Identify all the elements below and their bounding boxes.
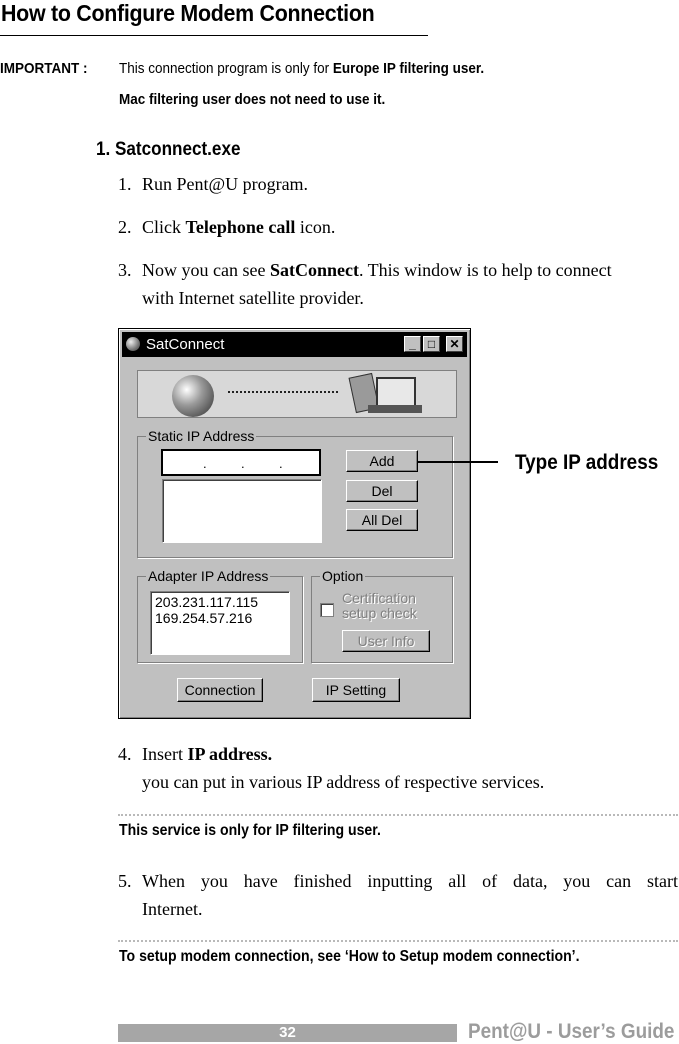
connection-button[interactable]: Connection bbox=[177, 678, 263, 702]
callout-label: Type IP address bbox=[515, 451, 659, 474]
page-number: 32 bbox=[279, 1024, 296, 1041]
ip-separator: . bbox=[279, 456, 283, 471]
page-heading: How to Configure Modem Connection bbox=[1, 0, 375, 26]
minimize-button[interactable]: _ bbox=[404, 336, 421, 352]
static-ip-list[interactable] bbox=[162, 479, 322, 543]
option-group bbox=[311, 568, 453, 663]
note-modem-setup: To setup modem connection, see ‘How to Setup modem connection’. bbox=[119, 948, 580, 965]
globe-icon bbox=[172, 375, 214, 417]
adapter-ip-list[interactable] bbox=[150, 591, 290, 655]
del-button[interactable]: Del bbox=[346, 480, 418, 502]
satellite-banner bbox=[137, 370, 457, 418]
adapter-ip-group-label: Adapter IP Address bbox=[148, 568, 269, 584]
step-2: 2. Click Telephone call icon. bbox=[118, 217, 336, 237]
ip-setting-button[interactable]: IP Setting bbox=[312, 678, 400, 702]
step-4: 4. Insert IP address. you can put in various IP address of respective services. bbox=[118, 744, 545, 792]
ip-separator: . bbox=[241, 456, 245, 471]
window-titlebar[interactable] bbox=[122, 332, 467, 357]
adapter-ip-group bbox=[137, 568, 303, 663]
user-info-button[interactable]: User Info bbox=[342, 630, 430, 652]
step-3: 3. Now you can see SatConnect. This window is to help to connect with Internet satellite provider. bbox=[118, 260, 612, 308]
all-del-button[interactable]: All Del bbox=[346, 509, 418, 531]
certification-checkbox[interactable] bbox=[320, 603, 334, 617]
adapter-ip-item: 203.231.117.115 bbox=[155, 594, 259, 610]
signal-dots bbox=[228, 391, 338, 393]
important-label: IMPORTANT : bbox=[0, 60, 88, 77]
certification-label: Certification setup check bbox=[342, 590, 417, 621]
option-group-label: Option bbox=[322, 568, 364, 584]
window-title: SatConnect bbox=[146, 336, 225, 353]
satellite-app-icon bbox=[126, 337, 140, 351]
satconnect-window bbox=[118, 328, 471, 719]
ip-separator: . bbox=[203, 456, 207, 471]
important-line-1: This connection program is only for Europe IP filtering user. bbox=[119, 60, 485, 77]
footer-guide-title: Pent@U - User’s Guide bbox=[468, 1020, 675, 1043]
close-button[interactable]: ✕ bbox=[446, 336, 463, 352]
section-title: 1. Satconnect.exe bbox=[96, 139, 241, 160]
adapter-ip-item: 169.254.57.216 bbox=[155, 610, 253, 626]
important-line-2: Mac filtering user does not need to use it. bbox=[119, 91, 386, 108]
computer-base bbox=[368, 405, 422, 413]
static-ip-input[interactable] bbox=[161, 449, 321, 476]
add-button[interactable]: Add bbox=[346, 450, 418, 472]
note-ip-filtering: This service is only for IP filtering user. bbox=[119, 822, 381, 839]
maximize-button[interactable]: □ bbox=[423, 336, 440, 352]
callout-leader-line bbox=[418, 461, 498, 463]
static-ip-group-label: Static IP Address bbox=[148, 428, 255, 444]
heading-underline bbox=[0, 35, 428, 36]
computer-icon bbox=[376, 377, 416, 407]
footer-bar bbox=[118, 1024, 457, 1042]
step-5: 5. When you have finished inputting all of data, you can start Internet. bbox=[118, 871, 678, 919]
step-1: 1. Run Pent@U program. bbox=[118, 174, 309, 194]
dotted-divider bbox=[118, 814, 678, 816]
dotted-divider bbox=[118, 940, 678, 942]
